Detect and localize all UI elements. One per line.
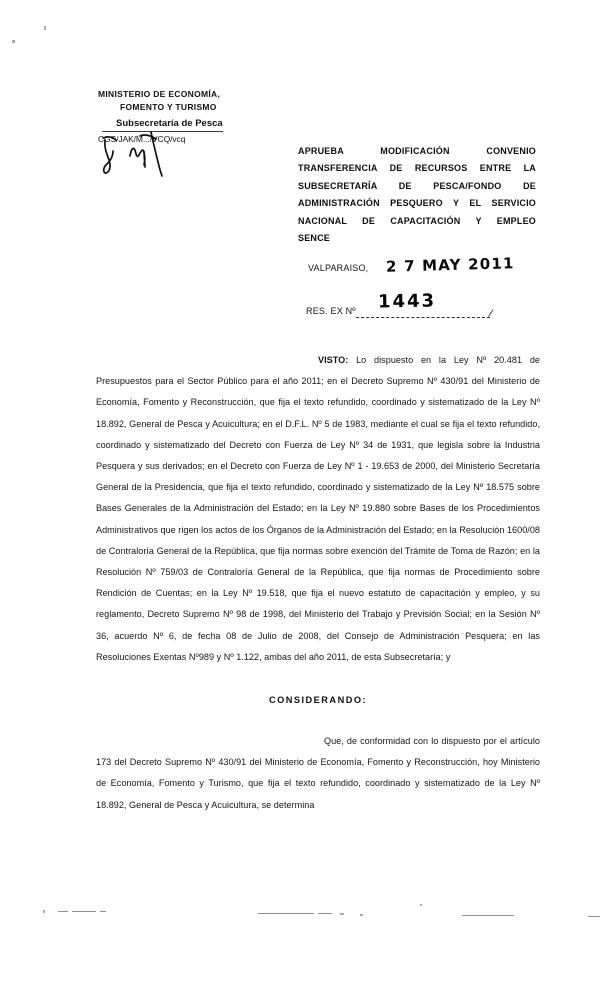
resolution-title-block [298,143,536,247]
resolution-label: RES. EX Nº [306,306,356,316]
visto-text: Lo dispuesto en la Ley Nº 20.481 de Presupuestos para el Sector Público para el año 2011; en el Decreto Supremo Nº 430/91 del Ministerio de Economía, Fomento y Reconstrucción, que fija el texto refundido, coordinado y sistematizado de la Ley Nº 18.892, General de Pesca y Acuicultura; en el D.F.L. Nº 5 de 1983, mediante el cual se fija el texto refundido, coordinado y sistematizado del Decreto con Fuerza de Ley Nº 34 de 1931, que legisla sobre la Industria Pesquera y sus derivados; en el Decreto con Fuerza de Ley Nº 1 - 19.653 de 2000, del Ministerio Secretaría General de la Presidencia, que fija el texto refundido, coordinado y sistematizado de la Ley Nº 18.575 sobre Bases Generales de la Administración del Estado; en la Ley Nº 19.880 sobre Bases de los Procedimientos Administrativos que rigen los actos de los Órganos de la Administración del Estado; en la Resolución 1600/08 de Contraloría General de la República, que fija normas sobre exención del Trámite de Toma de Razón; en la Resolución Nº 759/03 de Contraloría General de la República, que fija normas de Procedimiento sobre Rendición de Cuentas; en la Ley Nº 19.518, que fija el nuevo estatuto de capacitación y empleo, y su reglamento, Decreto Supremo Nº 98 de 1998, del Ministerio del Trabajo y Previsión Social; en la Sesión Nº 36, acuerdo Nº 6, de fecha 08 de Julio de 2008, del Consejo de Administración Pesquera; en las Resoluciones Exentas Nº989 y Nº 1.122, ambas del año 2011, de esta Subsecretaría; y [96,355,540,662]
scan-artifact [360,914,363,916]
scan-artifact [318,913,332,914]
scan-artifact [12,40,15,43]
scan-artifact [43,910,45,913]
scan-artifact [258,913,314,914]
considerando-paragraph: Que, de conformidad con lo dispuesto por el artículo 173 del Decreto Supremo Nº 430/91 del Ministerio de Economía, Fomento y Reconstrucción, hoy Ministerio de Economía, Fomento y Turismo, que fija el texto refundido, coordinado y sistematizado de la Ley Nº 18.892, General de Pesca y Acuicultura, se determina [96,736,540,810]
scan-artifact [462,915,514,916]
resolution-number-underline [356,317,490,318]
title-line: TRANSFERENCIA DE RECURSOS ENTRE LA [298,163,536,174]
title-line: APRUEBA MODIFICACIÓN CONVENIO [298,146,536,156]
title-line: SUBSECRETARÍA DE PESCA/FONDO DE [298,180,536,191]
place-label: VALPARAISO, [308,263,369,273]
ministry-line-2: FOMENTO Y TURISMO [120,101,217,112]
scan-artifact [100,911,106,912]
reference-code: CGS/JAK/M.../VCQ/vcq [98,134,186,144]
scan-artifact [340,913,344,915]
visto-paragraph [96,350,540,668]
scan-artifact [588,916,600,917]
considerando-heading: CONSIDERANDO: [268,695,368,706]
subsecretaria-label: Subsecretaría de Pesca [102,117,223,132]
scan-artifact [420,904,422,906]
scan-artifact [58,911,68,912]
title-line: SENCE [298,233,331,244]
title-line: NACIONAL DE CAPACITACIÓN Y EMPLEO [298,215,536,226]
document-body [96,350,540,816]
title-line: ADMINISTRACIÓN PESQUERO Y EL SERVICIO [298,198,536,209]
visto-heading: VISTO: [318,355,349,365]
scan-artifact [44,26,46,30]
resolution-number-stamp: 1443 [377,290,437,313]
resolution-slash-mark: / [487,307,494,321]
ministry-line-1: MINISTERIO DE ECONOMÍA, [98,89,221,99]
date-stamp: 2 7 MAY 2011 [385,254,515,276]
scan-artifact [72,911,96,912]
letterhead [96,88,326,145]
